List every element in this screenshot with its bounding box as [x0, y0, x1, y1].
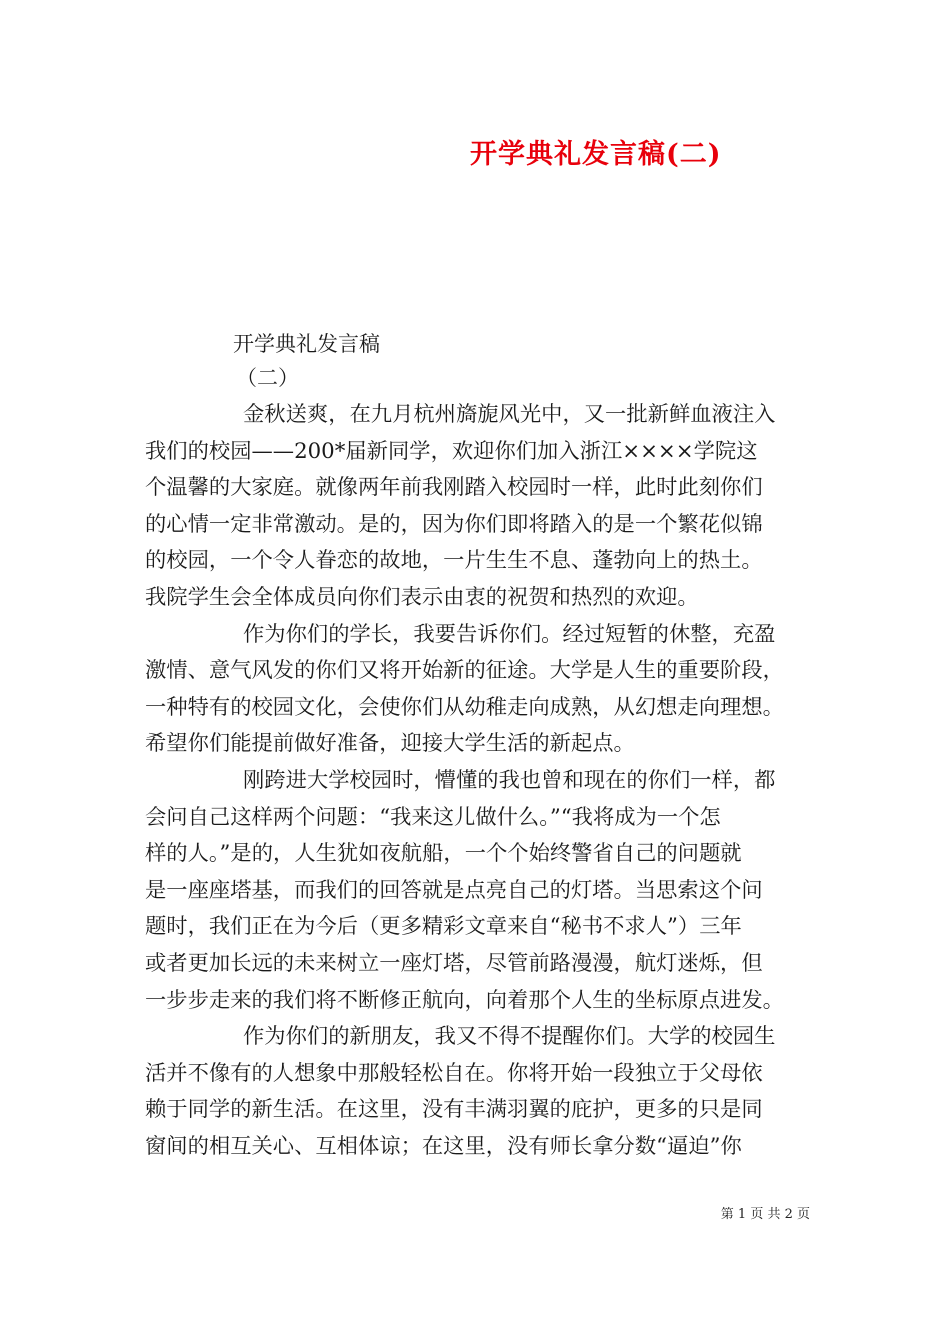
paragraph-line: 或者更加长远的未来树立一座灯塔，尽管前路漫漫，航灯迷烁，但	[145, 950, 763, 976]
paragraph-line: 样的人。”是的，人生犹如夜航船，一个个始终警省自己的问题就	[145, 841, 742, 867]
paragraph-line: 刚跨进大学校园时，懵懂的我也曾和现在的你们一样，都	[243, 767, 776, 793]
speech-body	[145, 397, 807, 1165]
paragraph-line: 金秋送爽，在九月杭州旖旎风光中，又一批新鲜血液注入	[243, 402, 776, 427]
paragraph-line: 赖于同学的新生活。在这里，没有丰满羽翼的庇护，更多的只是同	[145, 1097, 763, 1123]
speech-heading-number: （二）	[236, 366, 299, 390]
paragraph-line: 作为你们的新朋友，我又不得不提醒你们。大学的校园生	[243, 1024, 776, 1050]
paragraph-line: 希望你们能提前做好准备，迎接大学生活的新起点。	[145, 731, 635, 757]
paragraph	[145, 1019, 807, 1165]
paragraph-line: 题时，我们正在为今后（更多精彩文章来自“秘书不求人”）三年	[145, 914, 742, 940]
paragraph	[145, 617, 807, 763]
paragraph-line: 个温馨的大家庭。就像两年前我刚踏入校园时一样，此时此刻你们	[145, 475, 763, 501]
paragraph	[145, 397, 807, 617]
paragraph-line: 激情、意气风发的你们又将开始新的征途。大学是人生的重要阶段，	[145, 658, 784, 684]
paragraph-line: 一步步走来的我们将不断修正航向，向着那个人生的坐标原点进发。	[145, 987, 784, 1013]
paragraph-line: 我院学生会全体成员向你们表示由衷的祝贺和热烈的欢迎。	[145, 584, 699, 610]
paragraph-line: 的校园，一个令人眷恋的故地，一片生生不息、蓬勃向上的热土。	[145, 548, 763, 574]
document-title: 开学典礼发言稿(二)	[470, 139, 722, 170]
paragraph-line: 会问自己这样两个问题：“我来这儿做什么。”“我将成为一个怎	[145, 804, 721, 830]
paragraph-line: 作为你们的学长，我要告诉你们。经过短暂的休整，充盈	[243, 621, 776, 647]
page-number-footer: 第 1 页 共 2 页	[720, 1207, 810, 1222]
paragraph-line: 是一座座塔基，而我们的回答就是点亮自己的灯塔。当思索这个问	[145, 877, 763, 903]
paragraph-line: 窗间的相互关心、互相体谅；在这里，没有师长拿分数“逼迫”你	[145, 1133, 742, 1159]
paragraph-line: 活并不像有的人想象中那般轻松自在。你将开始一段独立于父母依	[145, 1060, 763, 1086]
paragraph-line: 一种特有的校园文化，会使你们从幼稚走向成熟，从幻想走向理想。	[145, 694, 784, 720]
speech-heading: 开学典礼发言稿	[233, 332, 380, 356]
paragraph	[145, 763, 807, 1019]
paragraph-line: 的心情一定非常激动。是的，因为你们即将踏入的是一个繁花似锦	[145, 511, 763, 537]
paragraph-line: 我们的校园——200*届新同学，欢迎你们加入浙江××××学院这	[145, 438, 758, 464]
